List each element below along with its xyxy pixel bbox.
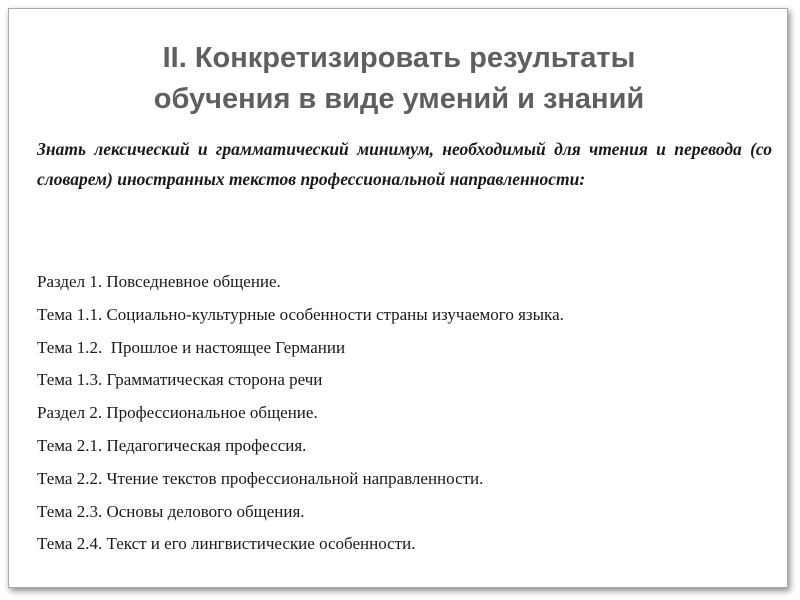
list-item-topic-2-2: Тема 2.2. Чтение текстов профессиональной направленности. bbox=[37, 468, 484, 488]
list-item-topic-1-2: Тема 1.2. Прошлое и настоящее Германии bbox=[37, 337, 346, 357]
list-item-section-2: Раздел 2. Профессиональное общение. bbox=[37, 403, 318, 423]
list-item-topic-1-3: Тема 1.3. Грамматическая сторона речи bbox=[37, 370, 323, 390]
slide-title-line-1: II. Конкретизировать результаты bbox=[162, 42, 636, 74]
list-item-topic-2-1: Тема 2.1. Педагогическая профессия. bbox=[37, 435, 307, 455]
slide-title bbox=[9, 38, 789, 120]
list-item-section-1: Раздел 1. Повседневное общение. bbox=[37, 272, 281, 291]
slide-title-line-2: обучения в виде умений и знаний bbox=[153, 83, 645, 115]
slide bbox=[8, 8, 788, 588]
list-item-topic-2-3: Тема 2.3. Основы делового общения. bbox=[37, 501, 305, 521]
topic-list bbox=[37, 266, 777, 561]
intro-paragraph: Знать лексический и грамматический минимум, необходимый для чтения и перевода (со словарем) иностранных текстов профессиональной направленности: bbox=[37, 139, 772, 189]
list-item-topic-1-1: Тема 1.1. Социально-культурные особенности страны изучаемого языка. bbox=[37, 304, 564, 324]
list-item-topic-2-4: Тема 2.4. Текст и его лингвистические особенности. bbox=[37, 534, 416, 554]
